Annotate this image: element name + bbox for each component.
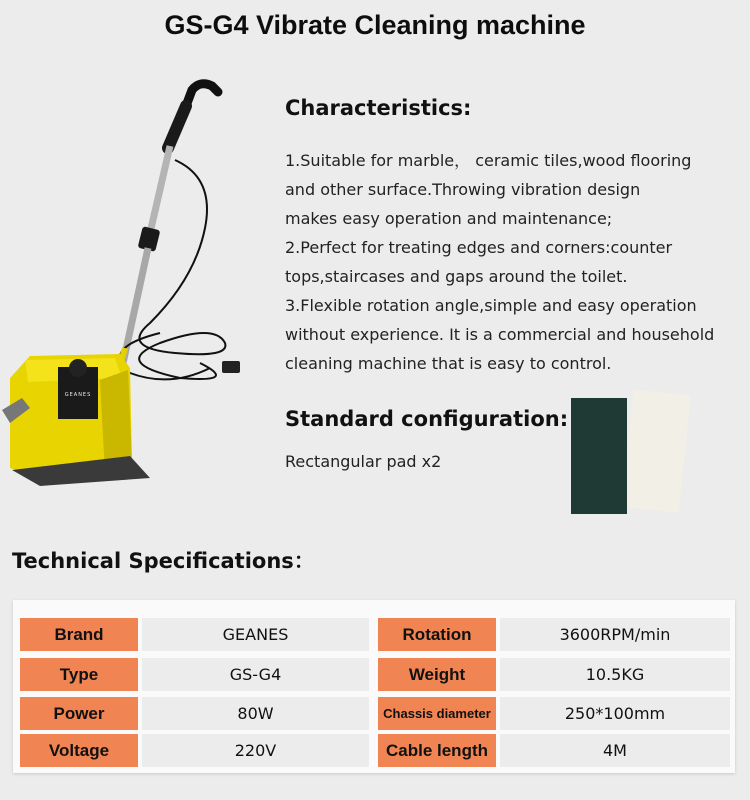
- standard-configuration-text: Rectangular pad x2: [285, 452, 442, 471]
- characteristics-line: makes easy operation and maintenance;: [285, 209, 613, 228]
- specifications-table: [13, 600, 735, 773]
- spec-value-weight: 10.5KG: [500, 658, 730, 691]
- characteristics-heading: Characteristics:: [285, 96, 472, 120]
- characteristics-line: 2.Perfect for treating edges and corners:counter: [285, 238, 673, 257]
- spec-label-type: Type: [20, 658, 138, 691]
- characteristics-line: and other surface.Throwing vibration design: [285, 180, 641, 199]
- spec-label-power: Power: [20, 697, 138, 730]
- standard-configuration-heading: Standard configuration:: [285, 407, 569, 431]
- characteristics-line: 3.Flexible rotation angle,simple and easy operation: [285, 296, 697, 315]
- spec-value-chassis-diameter: 250*100mm: [500, 697, 730, 730]
- spec-value-voltage: 220V: [142, 734, 369, 767]
- spec-label-brand: Brand: [20, 618, 138, 651]
- characteristics-line: tops,staircases and gaps around the toilet.: [285, 267, 628, 286]
- spec-value-cable-length: 4M: [500, 734, 730, 767]
- spec-label-chassis-diameter: Chassis diameter: [378, 697, 496, 730]
- spec-label-cable-length: Cable length: [378, 734, 496, 767]
- spec-value-brand: GEANES: [142, 618, 369, 651]
- spec-label-voltage: Voltage: [20, 734, 138, 767]
- page-title: GS-G4 Vibrate Cleaning machine: [164, 10, 586, 40]
- characteristics-line: without experience. It is a commercial and household: [285, 325, 715, 344]
- technical-specifications-heading: Technical Specifications：: [12, 549, 315, 573]
- characteristics-line: 1.Suitable for marble， ceramic tiles,wood flooring: [285, 151, 692, 170]
- spec-label-weight: Weight: [378, 658, 496, 691]
- spec-value-rotation: 3600RPM/min: [500, 618, 730, 651]
- spec-label-rotation: Rotation: [378, 618, 496, 651]
- spec-value-type: GS-G4: [142, 658, 369, 691]
- spec-value-power: 80W: [142, 697, 369, 730]
- svg-text:GEANES: GEANES: [64, 392, 92, 398]
- characteristics-line: cleaning machine that is easy to control.: [285, 354, 612, 373]
- characteristics-text: [285, 146, 750, 378]
- rectangular-pads-image: [565, 388, 695, 518]
- cleaning-machine-image: [0, 78, 265, 498]
